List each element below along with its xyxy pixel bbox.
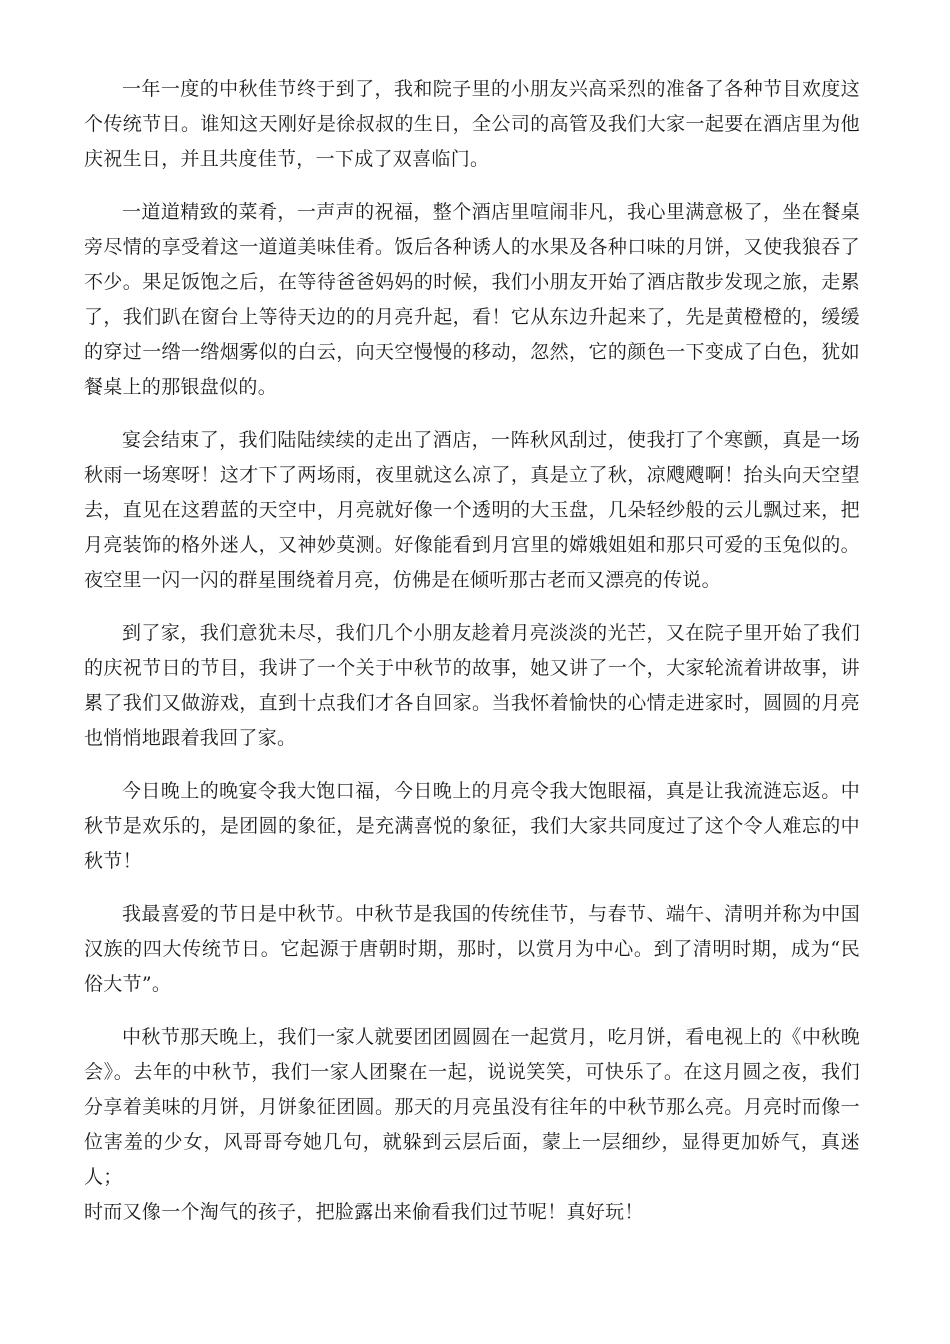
paragraph-5: 今日晚上的晚宴令我大饱口福，今日晚上的月亮令我大饱眼福，真是让我流涟忘返。中秋节是欢乐的，是团圆的象征，是充满喜悦的象征，我们大家共同度过了这个令人难忘的中秋节！ — [84, 780, 860, 872]
paragraph-7: 中秋节那天晚上，我们一家人就要团团圆圆在一起赏月，吃月饼，看电视上的《中秋晚会》。去年的中秋节，我们一家人团聚在一起，说说笑笑，可快乐了。在这月圆之夜，我们分享着美味的月饼，月饼象征团圆。那天的月亮虽没有往年的中秋节那么亮。月亮时而像一位害羞的少女，风哥哥夸她几句，就躲到云层后面，蒙上一层细纱，显得更加娇气，真迷人； — [84, 1026, 860, 1188]
paragraph-2: 一道道精致的菜肴，一声声的祝福，整个酒店里喧闹非凡，我心里满意极了，坐在餐桌旁尽情的享受着这一道道美味佳肴。饭后各种诱人的水果及各种口味的月饼，又使我狼吞了不少。果足饭饱之后，在等待爸爸妈妈的时候，我们小朋友开始了酒店散步发现之旅，走累了，我们趴在窗台上等待天边的的月亮升起，看！它从东边升起来了，先是黄橙橙的，缓缓的穿过一绺一绺烟雾似的白云，向天空慢慢的移动，忽然，它的颜色一下变成了白色，犹如餐桌上的那银盘似的。 — [84, 201, 860, 398]
paragraph-4: 到了家，我们意犹未尽，我们几个小朋友趁着月亮淡淡的光芒，又在院子里开始了我们的庆祝节日的节目，我讲了一个关于中秋节的故事，她又讲了一个，大家轮流着讲故事，讲累了我们又做游戏，直到十点我们才各自回家。当我怀着愉快的心情走进家时，圆圆的月亮也悄悄地跟着我回了家。 — [84, 622, 860, 749]
paragraph-3: 宴会结束了，我们陆陆续续的走出了酒店，一阵秋风刮过，使我打了个寒颤，真是一场秋雨一场寒呀！这才下了两场雨，夜里就这么凉了，真是立了秋，凉飕飕啊！抬头向天空望去，直见在这碧蓝的天空中，月亮就好像一个透明的大玉盘，几朵轻纱般的云儿飘过来，把月亮装饰的格外迷人，又神妙莫测。好像能看到月宫里的嫦娥姐姐和那只可爱的玉兔似的。夜空里一闪一闪的群星围绕着月亮，仿佛是在倾听那古老而又漂亮的传说。 — [84, 429, 860, 591]
paragraph-6: 我最喜爱的节日是中秋节。中秋节是我国的传统佳节，与春节、端午、清明并称为中国汉族的四大传统节日。它起源于唐朝时期，那时，以赏月为中心。到了清明时期，成为“民俗大节”。 — [84, 903, 860, 995]
document-body — [84, 72, 860, 1230]
paragraph-trailing-line: 时而又像一个淘气的孩子，把脸露出来偷看我们过节呢！真好玩！ — [84, 1201, 644, 1223]
paragraph-1: 一年一度的中秋佳节终于到了，我和院子里的小朋友兴高采烈的准备了各种节目欢度这个传统节日。谁知这天刚好是徐叔叔的生日，全公司的高管及我们大家一起要在酒店里为他庆祝生日，并且共度佳节，一下成了双喜临门。 — [84, 78, 860, 170]
